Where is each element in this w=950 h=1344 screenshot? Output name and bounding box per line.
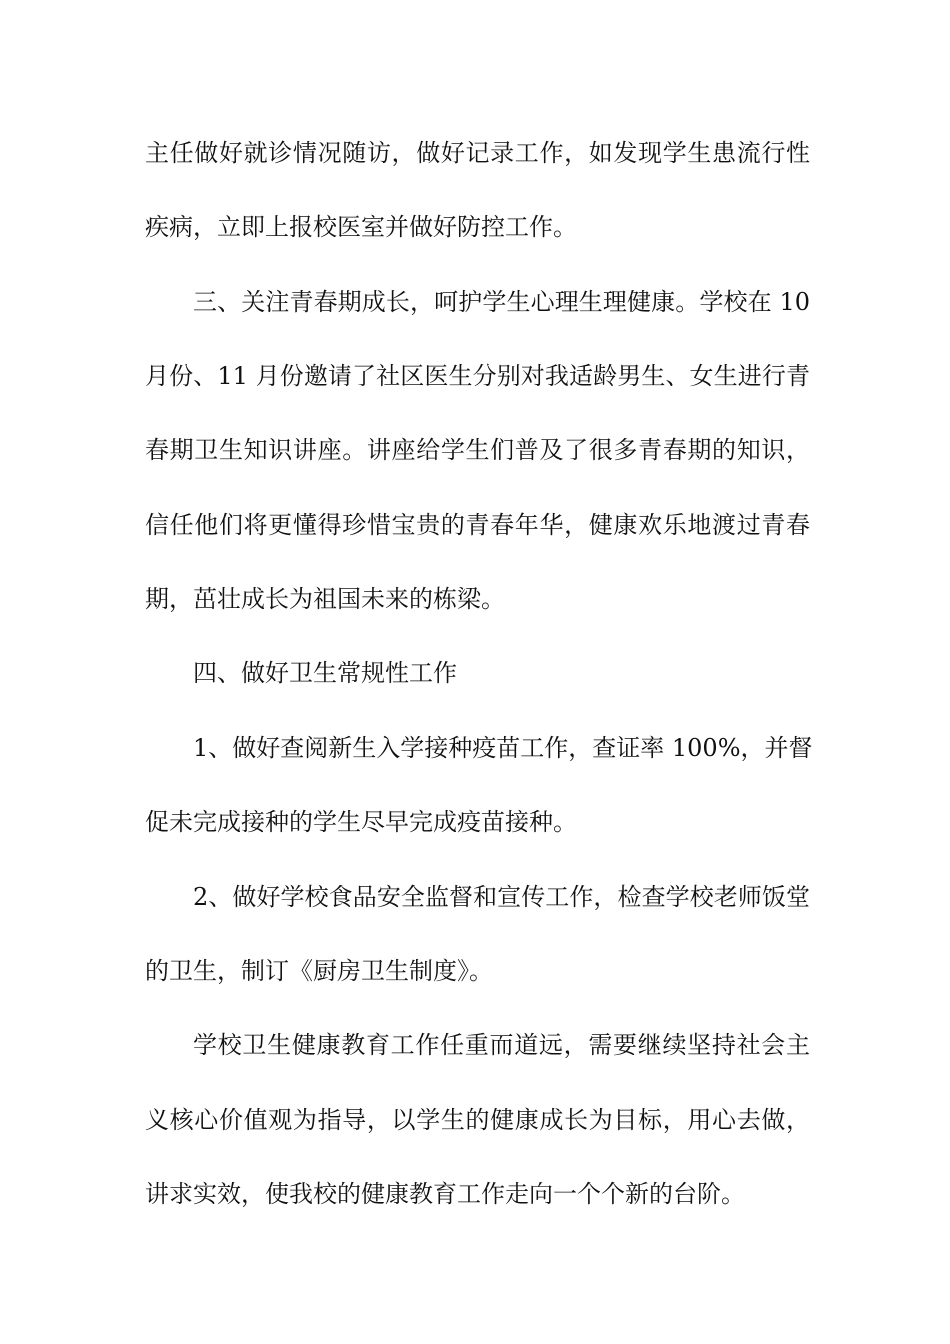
conclusion-line: 义核心价值观为指导，以学生的健康成长为目标，用心去做， (145, 1106, 810, 1134)
list-item-line: 的卫生，制订《厨房卫生制度》。 (145, 957, 493, 985)
list-item-line: 1、做好查阅新生入学接种疫苗工作，查证率 100%，并督 (193, 734, 813, 762)
section-heading-line: 三、关注青春期成长，呵护学生心理生理健康。学校在 10 (193, 288, 810, 316)
list-item-line: 2、做好学校食品安全监督和宣传工作，检查学校老师饭堂 (193, 883, 810, 911)
conclusion-line: 学校卫生健康教育工作任重而道远，需要继续坚持社会主 (193, 1031, 810, 1059)
section-heading: 四、做好卫生常规性工作 (193, 659, 457, 687)
paragraph-line: 信任他们将更懂得珍惜宝贵的青春年华，健康欢乐地渡过青春 (145, 511, 810, 539)
paragraph-line: 期，茁壮成长为祖国未来的栋梁。 (145, 585, 505, 613)
paragraph-line: 春期卫生知识讲座。讲座给学生们普及了很多青春期的知识， (145, 436, 810, 464)
paragraph-line: 月份、11 月份邀请了社区医生分别对我适龄男生、女生进行青 (145, 362, 810, 390)
conclusion-line: 讲求实效，使我校的健康教育工作走向一个个新的台阶。 (145, 1180, 745, 1208)
paragraph-line: 主任做好就诊情况随访，做好记录工作，如发现学生患流行性 (145, 139, 810, 167)
list-item-line: 促未完成接种的学生尽早完成疫苗接种。 (145, 808, 577, 836)
paragraph-line: 疾病，立即上报校医室并做好防控工作。 (145, 213, 577, 241)
